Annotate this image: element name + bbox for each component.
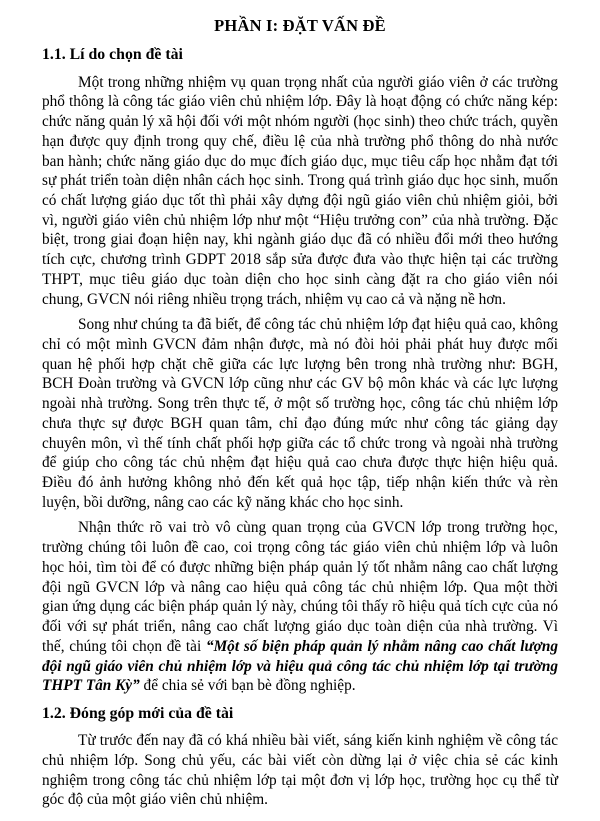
part-title: PHẦN I: ĐẶT VẤN ĐỀ <box>214 16 386 35</box>
heading-1-2-new-contributions: 1.2. Đóng góp mới của đề tài <box>42 704 234 722</box>
paragraph-topic-selection <box>42 518 558 695</box>
paragraph-text-after: để chia sẻ với bạn bè đồng nghiệp. <box>139 677 356 695</box>
paragraph-text-before: Nhận thức rõ vai trò vô cùng quan trọng của GVCN lớp trong trường học, trường chúng tôi luôn đề cao, coi trọng công tác giáo viên chủ nhiệm lớp và luôn học hỏi, tìm tòi để có được những biện pháp quản lý tốt nhằm nâng cao chất lượng đội ngũ GVCN lớp và nâng cao hiệu quả công tác chủ nhiệm lớp. Qua một thời gian ứng dụng các biện pháp quản lý này, chúng tôi thấy rõ hiệu quả tích cực của nó đối với sự phát triển, nâng cao chất lượng giáo dục toàn diện của nhà trường. Vì thế, chúng tôi chọn đề tài <box>42 519 558 655</box>
paragraph-role-of-homeroom-teacher: Một trong những nhiệm vụ quan trọng nhất của người giáo viên ở các trường phổ thông là công tác giáo viên chủ nhiệm lớp. Đây là hoạt động có chức năng kép: chức năng quản lý xã hội đối với một nhóm người (học sinh) theo chức trách, quyền hạn được quy định trong quy chế, điều lệ của nhà trường phổ thông do nhà nước ban hành; chức năng giáo dục do mục đích giáo dục, mục tiêu cấp học nhằm đạt tới sự phát triển toàn diện nhân cách học sinh. Trong quá trình giáo dục học sinh, muốn có chất lượng giáo dục tốt thì phải xây dựng đội ngũ giáo viên chủ nhiệm giỏi, bởi vì, người giáo viên chủ nhiệm lớp như một “Hiệu trưởng con” của nhà trường. Đặc biệt, trong giai đoạn hiện nay, khi ngành giáo dục đã có nhiều đổi mới theo hướng tích cực, chương trình GDPT 2018 sắp sửa được đưa vào thực hiện tại các trường THPT, mục tiêu giáo dục toàn diện cho học sinh càng đặt ra cho giáo viên nói chung, GVCN nói riêng nhiều trọng trách, nhiệm vụ cao cả và nặng nề hơn. <box>42 73 558 308</box>
paragraph-coordination-forces: Song như chúng ta đã biết, để công tác chủ nhiệm lớp đạt hiệu quả cao, không chỉ có một mình GVCN đảm nhận được, mà nó đòi hỏi phải phát huy được mối quan hệ phối hợp chặt chẽ giữa các lực lượng bên trong nhà trường như: BGH, BCH Đoàn trường và GVCN lớp cũng như các GV bộ môn khác và các lực lượng ngoài nhà trường. Song trên thực tế, ở một số trường học, công tác chủ nhiệm lớp chưa thực sự được BGH quan tâm, chỉ đạo đúng mức như công tác giảng dạy chuyên môn, vì thế tính chất phối hợp giữa các tổ chức trong và ngoài nhà trường để giúp cho công tác chủ nhệm đạt hiệu quả cao chưa được thực hiện hiệu quả. Điều đó ảnh hưởng không nhỏ đến kết quả học tập, tiếp nhận kiến thức và rèn luyện, bồi dưỡng, nâng cao các kỹ năng khác cho học sinh. <box>42 316 558 511</box>
paragraph-previous-works: Từ trước đến nay đã có khá nhiều bài viết, sáng kiến kinh nghiệm về công tác chủ nhiệm lớp. Song chủ yếu, các bài viết còn dừng lại ở việc chia sẻ các kinh nghiệm trong công tác chủ nhiệm lớp tại một đơn vị lớp học, trường học cụ thể từ góc độ của một giáo viên chủ nhiệm. <box>42 732 558 809</box>
topic-title-emphasis: “Một số biện pháp quản lý nhằm nâng cao chất lượng đội ngũ giáo viên chủ nhiệm lớp và hiệu quả công tác chủ nhiệm lớp tại trường THPT Tân Kỳ” <box>42 637 558 695</box>
heading-1-1-reason-for-topic: 1.1. Lí do chọn đề tài <box>42 46 183 64</box>
